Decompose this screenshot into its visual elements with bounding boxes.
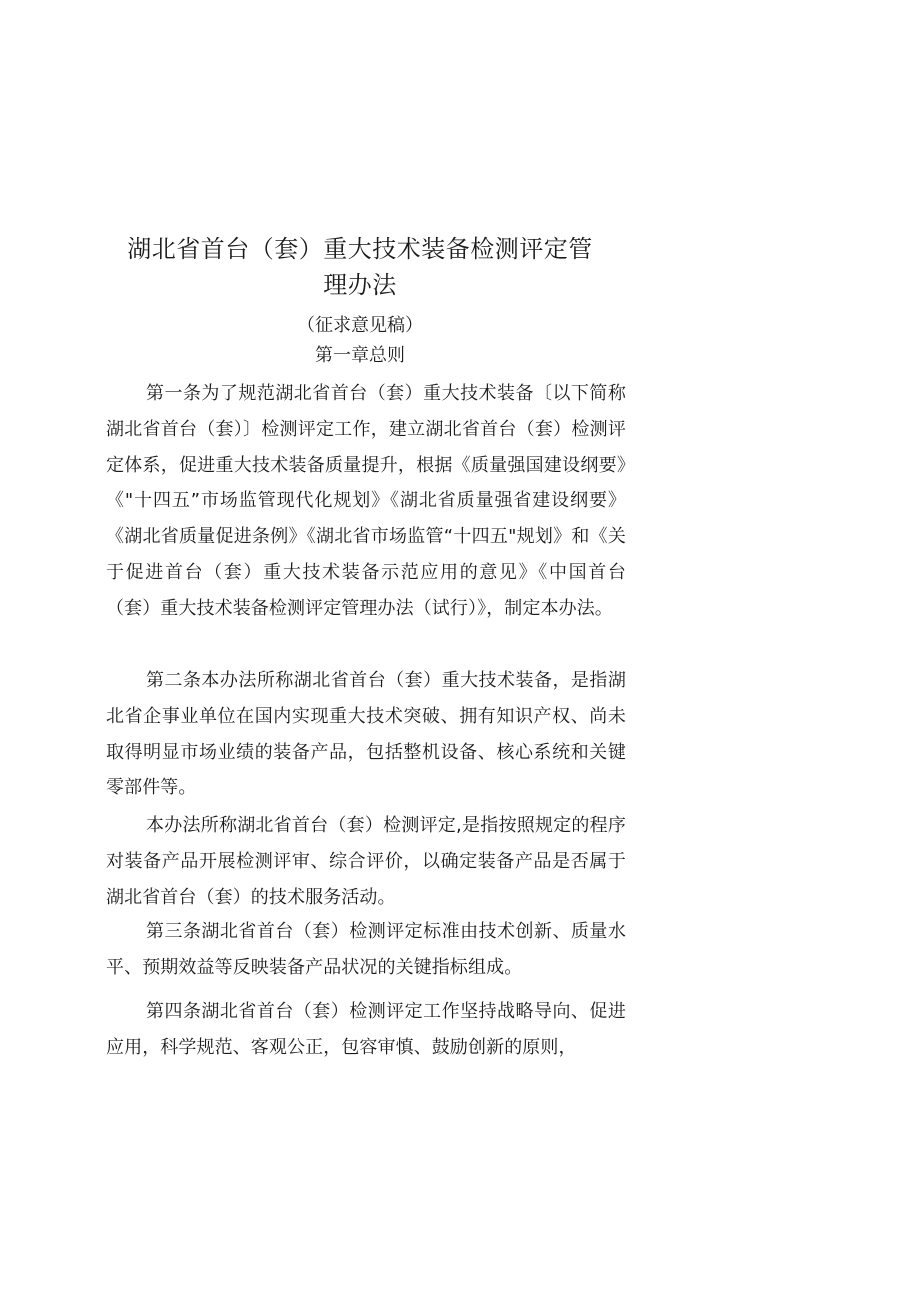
paragraph-text: 本办法所称湖北省首台（套）检测评定,是指按照规定的程序对装备产品开展检测评审、综合评价，以确定装备产品是否属于湖北省首台（套）的技术服务活动。: [106, 815, 626, 908]
paragraph-article-4: [106, 994, 626, 1066]
paragraph-article-3: [106, 914, 626, 986]
paragraph-text: 第四条湖北省首台（套）检测评定工作坚持战略导向、促进应用，科学规范、客观公正，包容审慎、鼓励创新的原则，: [106, 1001, 626, 1058]
paragraph-text: 第三条湖北省首台（套）检测评定标准由技术创新、质量水平、预期效益等反映装备产品状况的关键指标组成。: [106, 921, 626, 978]
document-title-line-2: 理办法: [323, 271, 397, 299]
document-title-line-1: 湖北省首台（套）重大技术装备检测评定管: [127, 235, 593, 263]
paragraph-definition: [106, 808, 626, 915]
paragraph-text: 第二条本办法所称湖北省首台（套）重大技术装备，是指湖北省企事业单位在国内实现重大技术突破、拥有知识产权、尚未取得明显市场业绩的装备产品，包括整机设备、核心系统和关键零部件等。: [106, 670, 626, 799]
paragraph-text: 第一条为了规范湖北省首台（套）重大技术装备〔以下简称湖北省首台（套）〕检测评定工作，建立湖北省首台（套）检测评定体系，促进重大技术装备质量提升，根据《质量强国建设纲要》《"十四五”市场监管现代化规划》《湖北省质量强省建设纲要》《湖北省质量促进条例》《湖北省市场监管“十四五"规划》和《关于促进首台（套）重大技术装备示范应用的意见》《中国首台（套）重大技术装备检测评定管理办法（试行）》，制定本办法。: [106, 383, 626, 619]
paragraph-article-2: [106, 663, 626, 806]
paragraph-article-1: [106, 376, 626, 627]
chapter-heading: 第一章总则: [315, 345, 405, 366]
draft-note: （征求意见稿）: [297, 315, 423, 336]
